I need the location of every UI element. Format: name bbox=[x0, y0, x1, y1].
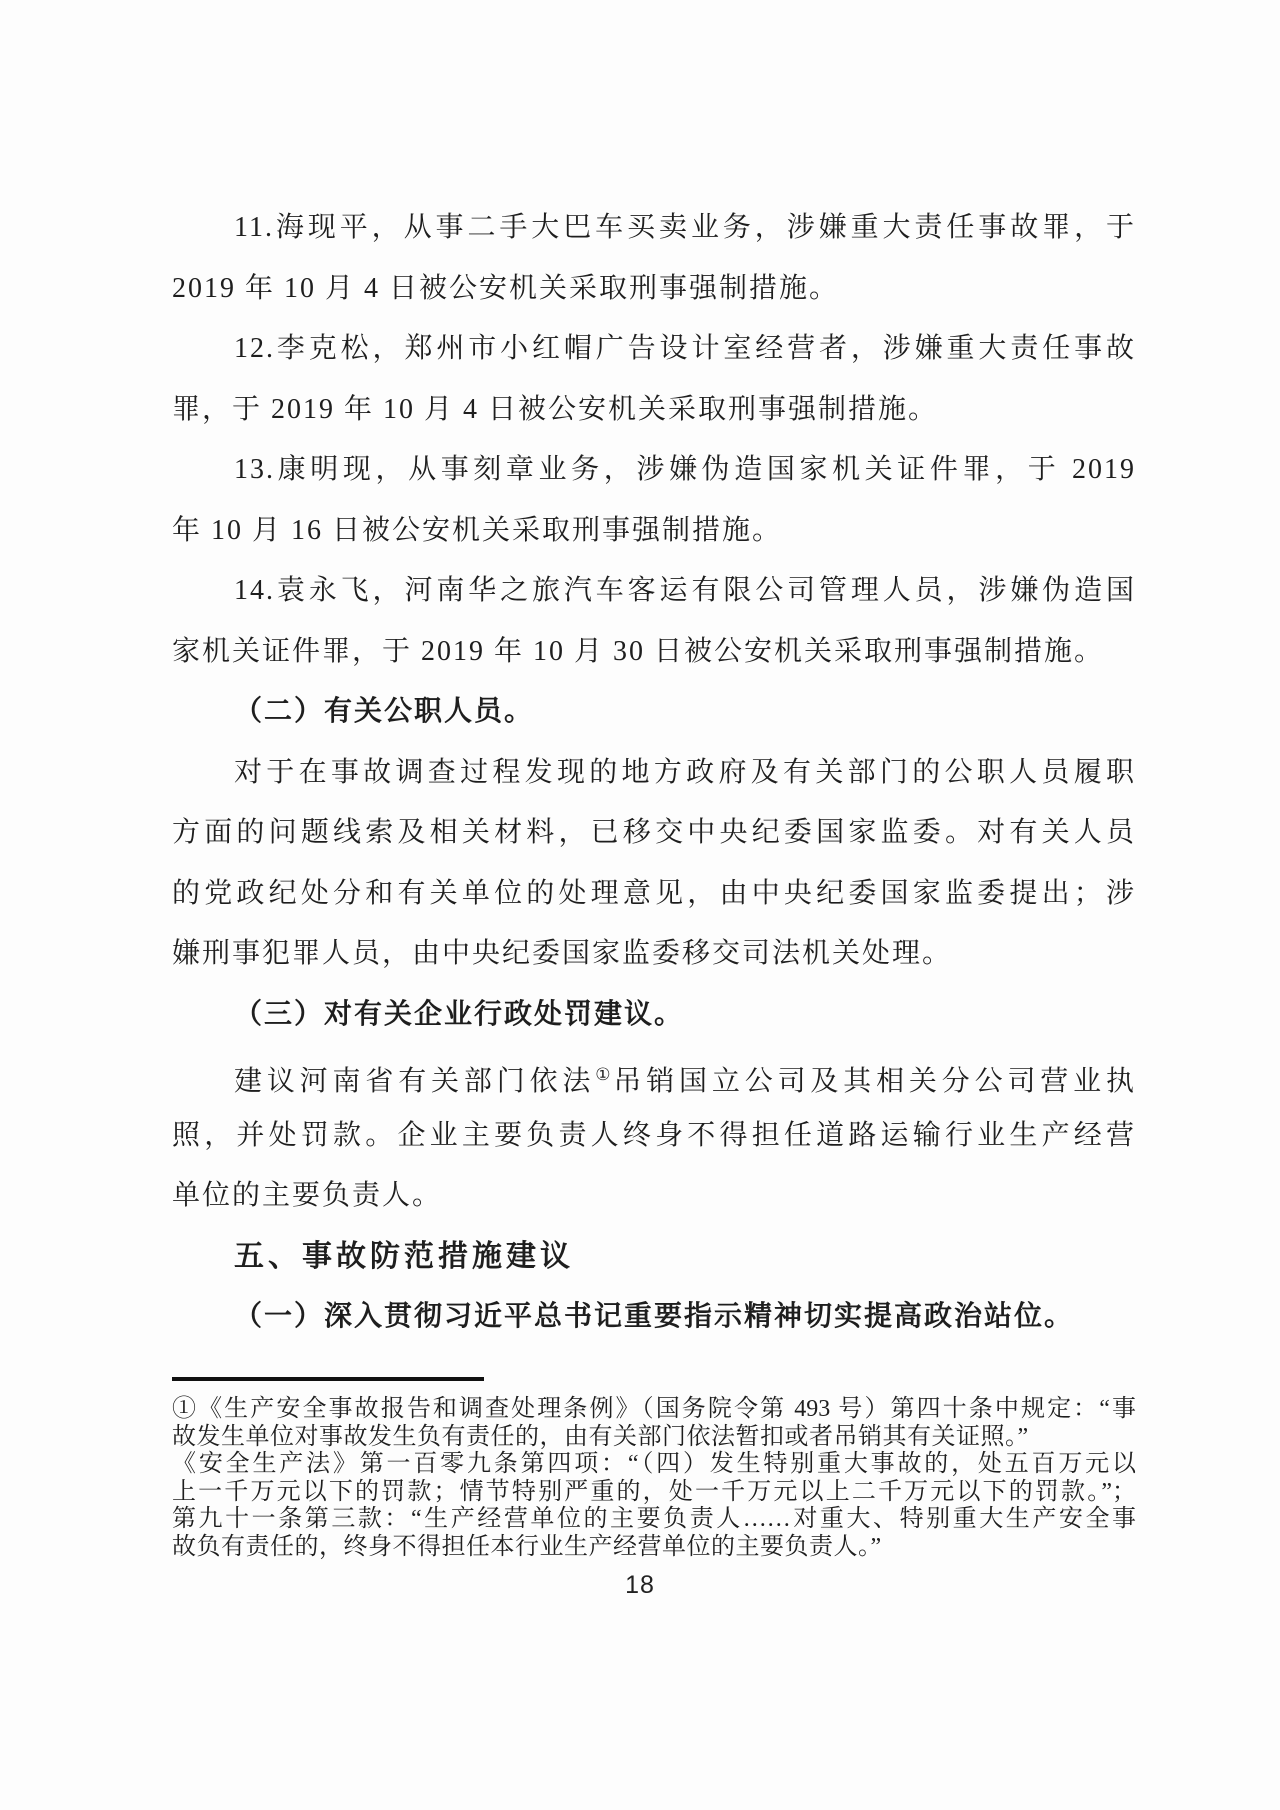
text-line: 12.李克松，郑州市小红帽广告设计室经营者，涉嫌重大责任事故 bbox=[234, 333, 1136, 364]
text-line: 的党政纪处分和有关单位的处理意见，由中央纪委国家监委提出；涉 bbox=[172, 877, 1136, 909]
text-line: 照，并处罚款。企业主要负责人终身不得担任道路运输行业生产经营 bbox=[172, 1119, 1136, 1151]
text-line: 家机关证件罪，于 2019 年 10 月 30 日被公安机关采取刑事强制措施。 bbox=[172, 635, 1105, 667]
text-line: 14.袁永飞，河南华之旅汽车客运有限公司管理人员，涉嫌伪造国 bbox=[234, 575, 1136, 606]
document-body bbox=[172, 198, 1136, 1348]
text-segment: 建议河南省有关部门依法 bbox=[234, 1066, 596, 1097]
subsection-heading: （二）有关公职人员。 bbox=[234, 696, 535, 727]
text-line: 13.康明现，从事刻章业务，涉嫌伪造国家机关证件罪，于 2019 bbox=[234, 454, 1136, 485]
text-line bbox=[172, 1045, 1136, 1106]
footnote-line: 上一千万元以下的罚款；情节特别严重的，处一千万元以上二千万元以下的罚款。”； bbox=[172, 1478, 1136, 1505]
footnote-line: 《安全生产法》第一百零九条第四项：“（四）发生特别重大事故的，处五百万元以 bbox=[172, 1451, 1136, 1478]
subsection-heading: （三）对有关企业行政处罚建议。 bbox=[234, 998, 685, 1030]
text-line: 对于在事故调查过程发现的地方政府及有关部门的公职人员履职 bbox=[234, 756, 1136, 788]
text-line: 嫌刑事犯罪人员，由中央纪委国家监委移交司法机关处理。 bbox=[172, 938, 953, 969]
text-segment: 吊销国立公司及其相关分公司营业执 bbox=[613, 1066, 1136, 1097]
text-line: 11.海现平，从事二手大巴车买卖业务，涉嫌重大责任事故罪，于 bbox=[234, 212, 1136, 243]
footnote-line: 第九十一条第三款：“生产经营单位的主要负责人……对重大、特别重大生产安全事 bbox=[172, 1506, 1136, 1533]
footnote-line: ①《生产安全事故报告和调查处理条例》（国务院令第 493 号）第四十条中规定：“事 bbox=[172, 1396, 1136, 1422]
text-line: 方面的问题线索及相关材料，已移交中央纪委国家监委。对有关人员 bbox=[172, 817, 1136, 848]
text-line: 年 10 月 16 日被公安机关采取刑事强制措施。 bbox=[172, 514, 783, 546]
text-line: 单位的主要负责人。 bbox=[172, 1180, 443, 1211]
text-line: 2019 年 10 月 4 日被公安机关采取刑事强制措施。 bbox=[172, 272, 840, 304]
footnote-line: 故发生单位对事故发生负有责任的，由有关部门依法暂扣或者吊销其有关证照。” bbox=[172, 1423, 1029, 1450]
page-number: 18 bbox=[625, 1571, 655, 1599]
footnote-block bbox=[172, 1396, 1136, 1562]
footnote-separator bbox=[172, 1377, 484, 1381]
footnote-line: 故负有责任的，终身不得担任本行业生产经营单位的主要负责人。” bbox=[172, 1533, 882, 1560]
text-line: 罪，于 2019 年 10 月 4 日被公安机关采取刑事强制措施。 bbox=[172, 393, 939, 425]
section-heading: 五、事故防范措施建议 bbox=[234, 1239, 574, 1273]
footnote-ref-marker: ① bbox=[595, 1065, 614, 1084]
subsection-heading: （一）深入贯彻习近平总书记重要指示精神切实提高政治站位。 bbox=[234, 1301, 1075, 1332]
